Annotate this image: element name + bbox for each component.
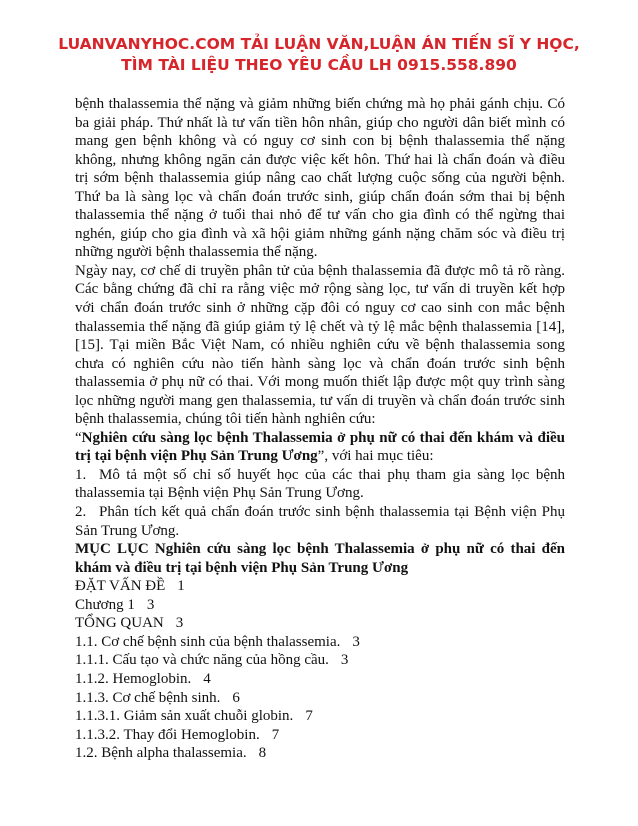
toc-item-page: 3 (175, 615, 184, 632)
toc-item[interactable] (75, 689, 565, 708)
toc-item[interactable] (75, 744, 565, 763)
toc-item-page: 3 (146, 596, 155, 613)
toc-item-label: 1.1. Cơ chế bệnh sinh của bệnh thalassemia. (75, 633, 341, 650)
objective-2 (75, 503, 565, 540)
toc-item-label: 1.1.3.2. Thay đổi Hemoglobin. (75, 726, 260, 743)
table-of-contents (75, 577, 565, 762)
toc-item-page: 3 (352, 633, 360, 650)
objective-2-number: 2. (75, 504, 87, 521)
toc-item-page: 8 (258, 745, 267, 762)
toc-item-label: 1.1.1. Cấu tạo và chức năng của hồng cầu. (75, 652, 329, 669)
toc-item-page: 1 (177, 578, 185, 595)
toc-item[interactable] (75, 614, 565, 633)
site-header-banner (0, 34, 638, 76)
objective-2-text: Phân tích kết quả chẩn đoán trước sinh bệnh thalassemia tại Bệnh viện Phụ Sản Trung Ương. (75, 504, 565, 539)
toc-item-page: 3 (340, 652, 349, 669)
toc-item-label: 1.1.3. Cơ chế bệnh sinh. (75, 689, 221, 706)
toc-item[interactable] (75, 633, 565, 652)
toc-item-label: Chương 1 (75, 596, 135, 613)
toc-item[interactable] (75, 707, 565, 726)
header-line-2[interactable]: TÌM TÀI LIỆU THEO YÊU CẦU LH 0915.558.890 (121, 56, 517, 74)
objective-1-text: Mô tả một số chỉ số huyết học của các thai phụ tham gia sàng lọc bệnh thalassemia tại Bệnh viện Phụ Sản Trung Ương. (75, 466, 565, 502)
toc-item[interactable] (75, 596, 565, 615)
toc-item[interactable] (75, 651, 565, 670)
paragraph-background: Ngày nay, cơ chế di truyền phân tử của bệnh thalassemia đã được mô tả rõ ràng. Các bằng chứng đã chỉ ra rằng việc mở rộng sàng lọc, tư vấn di truyền kết hợp với chẩn đoán trước sinh ở những cặp đôi có nguy cơ cao sinh con mắc bệnh thalassemia thể nặng đã giúp giảm tỷ lệ chết và tỷ lệ mắc bệnh thalassemia [14],[15]. Tại miền Bắc Việt Nam, có nhiều nghiên cứu về bệnh thalassemia song chưa có nghiên cứu nào tiến hành sàng lọc và chẩn đoán trước sinh bệnh thalassemia ở phụ nữ có thai. Với mong muốn thiết lập được một quy trình sàng lọc những người mang gen thalassemia, tư vấn di truyền và chẩn đoán trước sinh bệnh thalassemia, chúng tôi tiến hành nghiên cứu: (75, 262, 565, 428)
quote-open: “ (75, 429, 82, 446)
header-line-1[interactable]: LUANVANYHOC.COM TẢI LUẬN VĂN,LUẬN ÁN TIẾN SĨ Y HỌC, (58, 35, 580, 53)
study-title: Nghiên cứu sàng lọc bệnh Thalassemia ở phụ nữ có thai đến khám và điều trị tại bệnh viện Phụ Sản Trung Ương (75, 429, 565, 465)
toc-item[interactable] (75, 726, 565, 745)
objective-1 (75, 466, 565, 503)
toc-item-label: 1.1.3.1. Giảm sản xuất chuỗi globin. (75, 708, 294, 725)
toc-item-label: TỔNG QUAN (75, 615, 164, 632)
toc-item-label: ĐẶT VẤN ĐỀ (75, 578, 166, 595)
toc-item-page: 7 (305, 708, 313, 725)
toc-heading: MỤC LỤC Nghiên cứu sàng lọc bệnh Thalassemia ở phụ nữ có thai đến khám và điều trị tại bệnh viện Phụ Sản Trung Ương (75, 541, 565, 576)
toc-item[interactable] (75, 577, 565, 596)
study-title-paragraph (75, 429, 565, 466)
title-tail: ”, với hai mục tiêu: (317, 448, 434, 465)
paragraph-intro: bệnh thalassemia thể nặng và giảm những biến chứng mà họ phải gánh chịu. Có ba giải pháp. Thứ nhất là tư vấn tiền hôn nhân, giúp cho người dân biết mình có mang gen bệnh không và có nguy cơ sinh con bị bệnh thalassemia thể nặng không, nhưng không ngăn cản được việc kết hôn. Thứ hai là chẩn đoán và điều trị sớm bệnh thalassemia giúp nâng cao chất lượng cuộc sống của người bệnh. Thứ ba là sàng lọc và chẩn đoán trước sinh, giúp chẩn đoán sớm thai bị bệnh thalassemia thể nặng ở tuổi thai nhỏ để tư vấn cho gia đình có thể ngừng thai nghén, giúp cho gia đình và xã hội giảm những gánh nặng chăm sóc và điều trị những người bệnh thalassemia thể nặng. (75, 96, 565, 261)
toc-item-label: 1.2. Bệnh alpha thalassemia. (75, 745, 247, 762)
toc-item-label: 1.1.2. Hemoglobin. (75, 670, 192, 687)
toc-item-page: 7 (271, 726, 280, 743)
objective-1-number: 1. (75, 466, 87, 483)
toc-item-page: 6 (232, 689, 240, 706)
toc-item[interactable] (75, 670, 565, 689)
document-body (75, 95, 565, 763)
toc-item-page: 4 (203, 670, 211, 687)
